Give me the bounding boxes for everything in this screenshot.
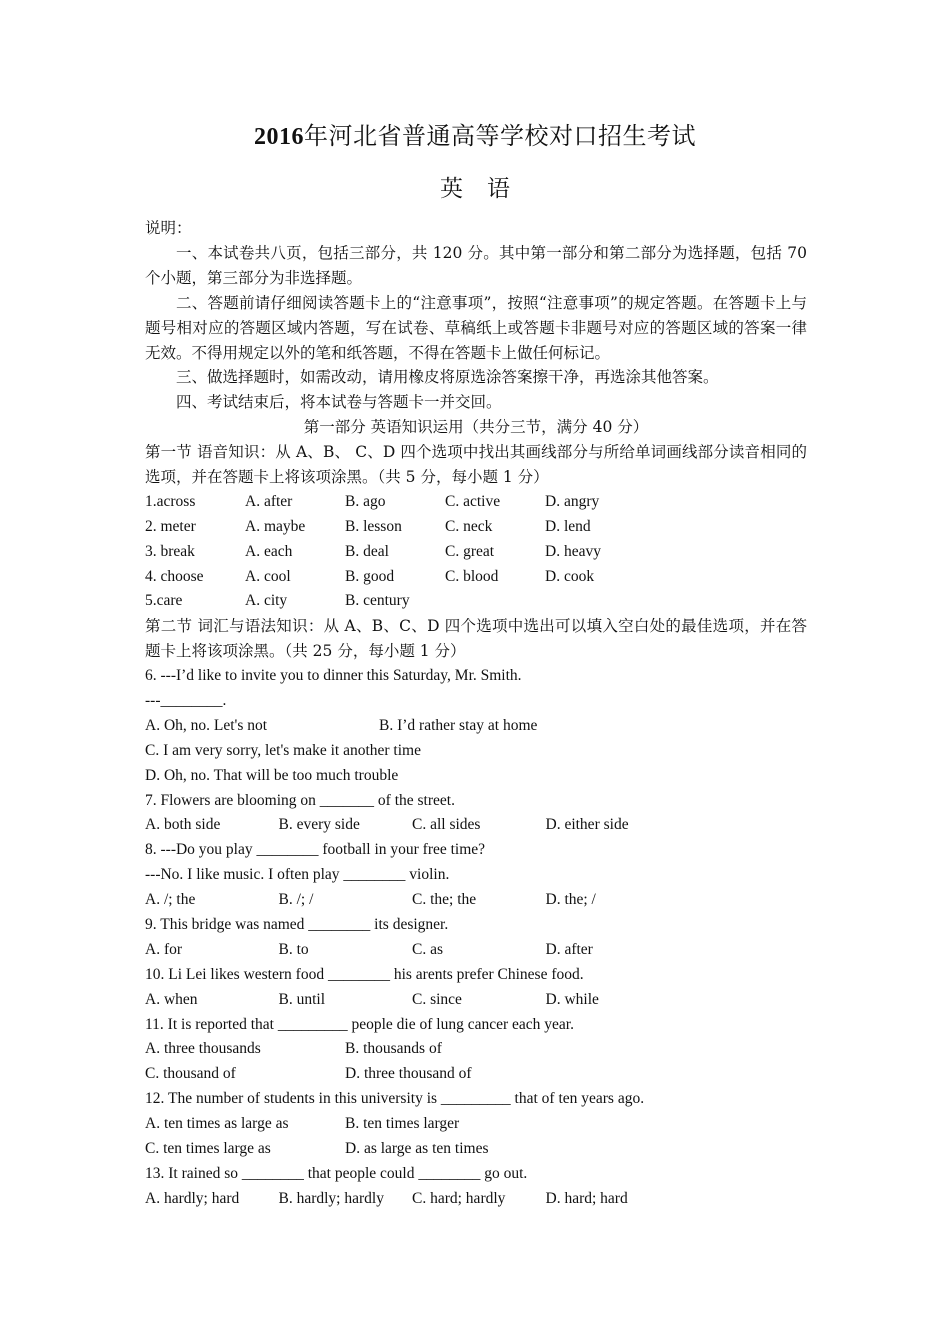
section1-heading: 第一节 语音知识：从 A、B、 C、D 四个选项中找出其画线部分与所给单词画线部分读音相同的选项，并在答题卡上将该项涂黑。（共 5 分，每小题 1 分） [145,443,807,486]
title-text: 年河北省普通高等学校对口招生考试 [304,122,696,150]
option-a: A. hardly; hard [145,1189,240,1207]
option-b: B. until [278,990,326,1008]
option-d: D. cook [545,567,595,585]
option-a: A. ten times as large as [145,1115,289,1133]
options-row [145,813,807,838]
options-row [145,888,807,913]
question-stem: 8. ---Do you play ________ football in your free time? [145,841,486,859]
option-c: C. great [445,542,495,560]
question-word: 5.care [145,592,183,610]
instruction-2: 二、答题前请仔细阅读答题卡上的“注意事项”，按照“注意事项”的规定答题。在答题卡上与题号相对应的答题区域内答题，写在试卷、草稿纸上或答题卡非题号对应的答题区域的答案一律无效。不得用规定以外的笔和纸答题，不得在答题卡上做任何标记。 [145,293,807,362]
option-b: B. lesson [345,517,402,535]
instruction-3: 三、做选择题时，如需改动，请用橡皮将原选涂答案擦干净，再选涂其他答案。 [176,368,719,387]
question-row [145,490,807,515]
option-b: B. deal [345,542,389,560]
question-stem: 9. This bridge was named ________ its designer. [145,916,449,933]
question-row [145,540,807,565]
question-stem: 11. It is reported that _________ people die of lung cancer each year. [145,1015,574,1033]
options-row [145,1037,807,1062]
option-c: C. the; the [412,891,477,909]
option-c: C. since [412,990,462,1008]
option-d: D. after [545,940,593,958]
question-row [145,565,807,590]
option-d: D. the; / [545,891,596,909]
options-row [145,714,807,739]
question-stem: ---________. [145,691,227,709]
question-stem: ---No. I like music. I often play ________ violin. [145,866,450,884]
option-a: A. three thousands [145,1040,261,1058]
question-stem: 7. Flowers are blooming on _______ of the street. [145,791,455,809]
options-row [145,1062,807,1087]
option-a: A. for [145,940,183,958]
question-word: 4. choose [145,567,204,585]
question-row [145,515,807,540]
exam-title [0,116,950,151]
option-a: A. when [145,990,198,1008]
option-a: A. both side [145,816,221,834]
question-stem: 10. Li Lei likes western food ________ his arents prefer Chinese food. [145,965,584,983]
option-d: D. while [545,990,599,1008]
option-d: D. heavy [545,542,601,560]
option-b: B. ten times larger [345,1115,460,1133]
option-b: B. every side [278,816,360,834]
option-a: A. city [245,592,288,610]
exam-content [145,216,807,1212]
option-d: D. Oh, no. That will be too much trouble [145,766,399,784]
option-c: C. thousand of [145,1065,236,1083]
option-c: C. all sides [412,816,481,834]
question-word: 2. meter [145,517,196,535]
options-row [145,1137,807,1162]
option-b: B. century [345,592,410,610]
option-d: D. as large as ten times [345,1140,489,1158]
option-d: D. three thousand of [345,1065,472,1083]
option-a: A. after [245,492,293,510]
option-c: C. neck [445,517,493,535]
options-row [145,1112,807,1137]
option-b: B. /; / [278,891,314,909]
option-a: A. /; the [145,891,196,909]
option-b: B. to [278,940,309,958]
option-a: A. Oh, no. Let's not [145,716,268,734]
option-c: C. hard; hardly [412,1189,506,1207]
options-row [145,1187,807,1212]
option-c [445,589,545,614]
title-year: 2016 [254,124,304,150]
question-stem: 6. ---I’d like to invite you to dinner this Saturday, Mr. Smith. [145,667,522,685]
option-b: B. good [345,567,395,585]
option-d: D. angry [545,492,600,510]
instruction-1: 一、本试卷共八页，包括三部分，共 120 分。其中第一部分和第二部分为选择题，包括 70 个小题，第三部分为非选择题。 [145,243,807,287]
option-d: D. hard; hard [545,1189,628,1207]
option-c: C. as [412,940,443,958]
option-b: B. hardly; hardly [278,1189,384,1207]
option-a: A. maybe [245,517,306,535]
option-a: A. each [245,542,293,560]
option-c: C. ten times large as [145,1140,271,1158]
option-b: B. thousands of [345,1040,442,1058]
question-word: 1.across [145,492,196,510]
options-row [145,938,807,963]
subject-heading: 英语 [440,176,534,202]
question-word: 3. break [145,542,195,560]
option-b: B. ago [345,492,386,510]
instructions-label: 说明： [145,219,192,237]
option-a: A. cool [245,567,291,585]
options-row [145,988,807,1013]
question-stem: 13. It rained so ________ that people could ________ go out. [145,1164,528,1182]
part1-heading: 第一部分 英语知识运用（共分三节，满分 40 分） [303,418,649,437]
option-d: D. either side [545,816,629,834]
option-d: D. lend [545,517,591,535]
option-c: C. active [445,492,501,510]
instruction-4: 四、考试结束后，将本试卷与答题卡一并交回。 [176,393,502,412]
option-b: B. I’d rather stay at home [379,716,538,734]
option-c: C. blood [445,567,499,585]
option-c: C. I am very sorry, let's make it another time [145,741,421,759]
question-row [145,589,807,614]
section2-heading: 第二节 词汇与语法知识：从 A、B、C、D 四个选项中选出可以填入空白处的最佳选项，并在答题卡上将该项涂黑。（共 25 分，每小题 1 分） [145,617,807,661]
question-stem: 12. The number of students in this university is _________ that of ten years ago. [145,1090,645,1108]
